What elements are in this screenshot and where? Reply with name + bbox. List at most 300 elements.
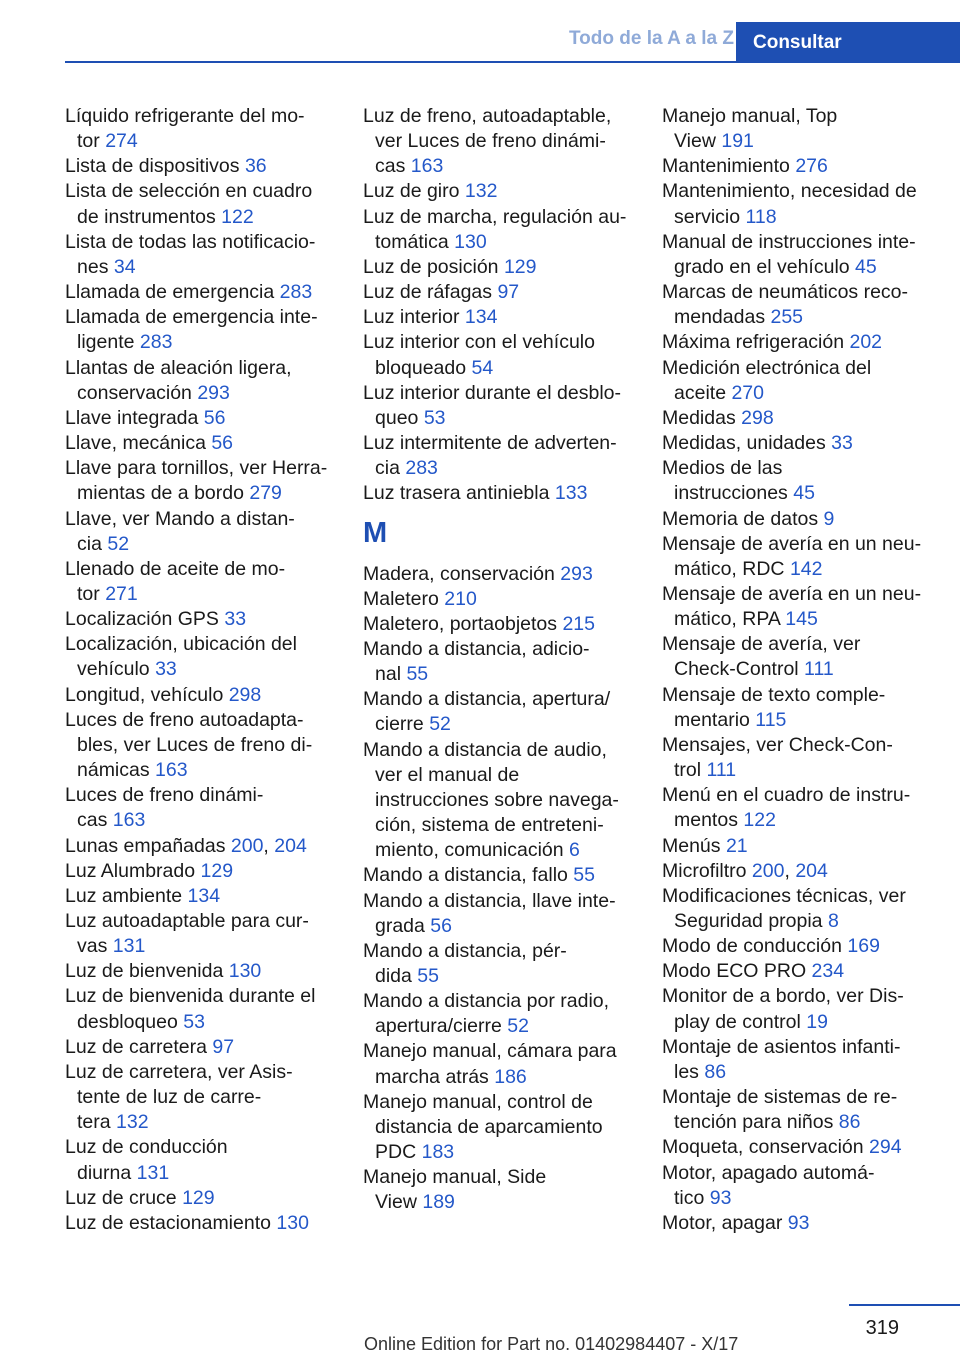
index-entry (662, 356, 942, 406)
index-entry-text: Localización, ubicación del (65, 633, 297, 656)
page-reference-link[interactable]: 133 (554, 482, 588, 505)
index-entry (363, 205, 643, 255)
index-entry (363, 1165, 643, 1215)
page-reference-link[interactable]: 270 (731, 381, 764, 404)
index-entry-text: tor (77, 582, 106, 605)
index-entry-text: Moqueta, conservación (662, 1136, 870, 1159)
index-entry-text: mendadas (674, 306, 771, 329)
index-entry-text: tico (674, 1186, 710, 1209)
index-entry-text: nal (375, 663, 407, 686)
index-entry (65, 507, 345, 557)
index-entry-text: Luz Alumbrado (65, 859, 201, 882)
index-entry-text: grado en el vehículo (674, 255, 856, 278)
index-entry (662, 1035, 942, 1085)
index-entry (662, 230, 942, 280)
page-reference-link[interactable]: 122 (221, 205, 254, 228)
index-entry-text: Manejo manual, control de (363, 1090, 593, 1113)
index-entry-text: Modo de conducción (662, 935, 848, 958)
page-reference-link[interactable]: 255 (770, 306, 804, 329)
chapter-tab: Consultar (736, 22, 960, 63)
index-entry-text: cia (77, 532, 108, 555)
index-entry-text: Llave, ver Mando a distan- (65, 507, 295, 530)
index-entry-text: Mando a distancia por radio, (363, 990, 610, 1013)
index-entry-text: vas (77, 935, 113, 958)
index-entry-text: mentos (674, 809, 744, 832)
index-entry-text: apertura/cierre (375, 1015, 508, 1038)
index-entry (65, 557, 345, 607)
index-entry-text: aceite (674, 381, 732, 404)
index-entry (662, 1135, 942, 1160)
index-entry-text: Luz de carretera (65, 1035, 213, 1058)
page-reference-link[interactable]: 111 (706, 759, 737, 782)
page-reference-link[interactable]: 55 (406, 663, 429, 686)
index-entry-text: conservación (77, 381, 198, 404)
index-entry-text: Líquido refrigerante del mo- (65, 105, 305, 127)
page-reference-link[interactable]: 56 (430, 914, 452, 937)
index-entry (363, 738, 643, 864)
index-entry-text: View (674, 130, 722, 153)
index-entry (65, 959, 345, 984)
index-entry-text: PDC (375, 1141, 422, 1164)
index-entry-text: Mensaje de avería, ver (662, 633, 861, 656)
index-column-1 (65, 104, 345, 1236)
index-entry-text: trol (674, 759, 707, 782)
index-entry (65, 456, 345, 506)
index-entry (363, 431, 643, 481)
index-entry-text: cia (375, 457, 406, 480)
index-entry (65, 1035, 345, 1060)
page-reference-link[interactable]: 130 (276, 1211, 309, 1234)
index-entry (65, 859, 345, 884)
index-entry-text: Máxima refrigeración (662, 331, 850, 354)
index-entry-text: Luces de freno autoadapta- (65, 708, 304, 731)
index-entry (363, 587, 643, 612)
page-reference-link[interactable]: 142 (789, 557, 823, 580)
index-entry (363, 280, 643, 305)
page-reference-link[interactable]: 115 (755, 708, 787, 731)
index-entry-text: Luz de estacionamiento (65, 1211, 277, 1234)
index-entry-text: ción, sistema de entreteni- (375, 814, 604, 837)
index-entry-text: ver el manual de (375, 763, 520, 786)
page-number-rule (849, 1304, 960, 1306)
index-entry (662, 733, 942, 783)
index-entry (65, 1060, 345, 1135)
index-entry-text: Marcas de neumáticos reco- (662, 281, 909, 304)
index-entry (65, 179, 345, 229)
page-reference-link[interactable]: 34 (113, 255, 136, 278)
index-entry-text: Luz de carretera, ver Asis- (65, 1060, 293, 1083)
index-entry-text: Luz interior con el vehículo (363, 331, 595, 354)
page-reference-link[interactable]: 131 (112, 935, 146, 958)
index-entry (65, 607, 345, 632)
page-reference-link[interactable]: 129 (503, 255, 537, 278)
index-entry-text: play de control (674, 1010, 807, 1033)
page-reference-link[interactable]: 33 (155, 658, 177, 681)
index-entry (662, 834, 942, 859)
page-reference-link[interactable]: 204 (274, 834, 307, 857)
page-reference-link[interactable]: 33 (831, 432, 853, 455)
index-entry-text: Luz de giro (363, 180, 465, 203)
index-entry (662, 632, 942, 682)
page-reference-link[interactable]: 130 (228, 960, 262, 983)
index-entry-text: Medidas, unidades (662, 432, 832, 455)
index-entry-text: Mando a distancia, apertura/ (363, 688, 611, 711)
index-entry-text: dida (375, 965, 418, 987)
index-entry-text: Luz de posición (363, 255, 504, 278)
index-entry-text: de instrumentos (77, 205, 222, 228)
page-reference-link[interactable]: 283 (279, 281, 313, 304)
index-entry-text: View (375, 1191, 423, 1214)
index-entry-text: Llave, mecánica (65, 432, 212, 455)
index-entry-text: Lista de dispositivos (65, 155, 245, 178)
index-entry (363, 612, 643, 637)
page-reference-link[interactable]: 293 (560, 562, 593, 585)
index-entry (65, 305, 345, 355)
index-column-2 (363, 104, 643, 1216)
index-entry-text: ver Luces de freno dinámi- (375, 130, 606, 153)
index-entry-text: Menú en el cuadro de instru- (662, 784, 911, 807)
index-entry (363, 687, 643, 737)
page-reference-link[interactable]: 45 (793, 482, 815, 505)
page-reference-link[interactable]: 131 (136, 1161, 170, 1184)
page-reference-link[interactable]: 93 (787, 1211, 810, 1234)
index-entry (662, 783, 942, 833)
page-reference-link[interactable]: 163 (410, 155, 444, 178)
index-entry-text: Manejo manual, Side (363, 1166, 547, 1189)
index-entry-text: Mando a distancia, pér- (363, 939, 567, 962)
index-entry-text: Mantenimiento, necesidad de (662, 180, 917, 203)
page-reference-link[interactable]: 202 (849, 331, 883, 354)
index-entry-text: Luz de cruce (65, 1186, 183, 1209)
index-entry-text: Manual de instrucciones inte- (662, 230, 916, 253)
index-entry-text: tera (77, 1111, 117, 1134)
page-reference-link[interactable]: 234 (811, 960, 845, 983)
page-reference-link[interactable]: 298 (741, 406, 774, 429)
index-entry (65, 783, 345, 833)
index-entry-text: Montaje de sistemas de re- (662, 1086, 898, 1109)
index-entry-text: bloqueado (375, 356, 472, 379)
index-entry (363, 939, 643, 989)
page-reference-link[interactable]: 55 (573, 864, 595, 887)
page-reference-link[interactable]: 54 (471, 356, 494, 379)
index-entry (662, 1085, 942, 1135)
index-entry-text: Luz autoadaptable para cur- (65, 910, 309, 932)
index-entry (65, 1135, 345, 1185)
index-entry (662, 959, 942, 984)
index-entry-text: servicio (674, 205, 746, 228)
index-entry (363, 481, 643, 506)
index-entry (363, 179, 643, 204)
index-entry-text: Luz intermitente de adverten- (363, 432, 617, 455)
page-reference-link[interactable]: 97 (212, 1035, 235, 1058)
index-entry-text: tente de luz de carre- (77, 1086, 262, 1109)
index-entry-text: Luz de freno, autoadaptable, (363, 105, 612, 127)
page-reference-link[interactable]: 52 (107, 532, 130, 555)
edition-footer: Online Edition for Part no. 01402984407 - X/17 (364, 1334, 739, 1354)
index-entry (662, 104, 942, 154)
index-entry-text: miento, comunicación (375, 839, 570, 862)
index-entry-text: Mando a distancia de audio, (363, 738, 607, 761)
index-entry-text: Luz de marcha, regulación au- (363, 205, 627, 228)
index-entry-text: bles, ver Luces de freno di- (77, 733, 313, 756)
index-entry-text: Menús (662, 834, 726, 857)
index-entry-text: Memoria de datos (662, 507, 824, 530)
page-reference-link[interactable]: 215 (562, 612, 595, 635)
page-reference-link[interactable]: 191 (721, 130, 754, 153)
index-entry-text: Mantenimiento (662, 155, 796, 178)
index-entry-text: Maletero, portaobjetos (363, 612, 563, 635)
index-entry-text: tomática (375, 230, 455, 253)
index-entry (363, 637, 643, 687)
page-reference-link[interactable]: 145 (785, 608, 818, 631)
page-reference-link[interactable]: 276 (795, 155, 828, 178)
index-entry (662, 179, 942, 229)
index-entry (662, 934, 942, 959)
index-entry-text: Localización GPS (65, 608, 225, 631)
page-reference-link[interactable]: 283 (405, 457, 438, 480)
index-entry-text: Llamada de emergencia inte- (65, 306, 318, 329)
index-entry (662, 507, 942, 532)
page-reference-link[interactable]: 19 (806, 1010, 828, 1033)
index-entry (65, 632, 345, 682)
index-entry: Microfiltro 200, 204 (662, 859, 828, 882)
index-entry (65, 909, 345, 959)
page-reference-link[interactable]: 200 (230, 834, 264, 857)
index-entry-text: instrucciones (674, 482, 794, 505)
index-entry-text: Madera, conservación (363, 562, 561, 585)
page-number: 319 (865, 1317, 899, 1339)
index-entry-text: Seguridad propia (674, 910, 828, 932)
index-entry (65, 708, 345, 783)
index-entry-text: Check-Control (674, 658, 805, 681)
page-reference-link[interactable]: 298 (228, 683, 262, 706)
index-entry-text: Lista de todas las notificacio- (65, 230, 316, 253)
index-entry-text: cas (77, 809, 113, 832)
index-entry (662, 406, 942, 431)
index-entry-text: Monitor de a bordo, ver Dis- (662, 985, 904, 1008)
index-entry-text: Medios de las (662, 457, 783, 480)
index-entry-text: Mensaje de avería en un neu- (662, 532, 922, 555)
page-reference-link[interactable]: 45 (855, 255, 877, 278)
page-reference-link[interactable]: 56 (203, 406, 226, 429)
page-reference-link[interactable]: 33 (224, 608, 247, 631)
page-reference-link[interactable]: 132 (464, 180, 498, 203)
index-entry-text: mático, RDC (674, 557, 790, 580)
index-entry (662, 330, 942, 355)
page-reference-link[interactable]: 210 (444, 587, 477, 610)
index-entry-text: Luz ambiente (65, 884, 188, 907)
page-reference-link[interactable]: 6 (569, 839, 580, 862)
index-entry-text: Luz interior durante el desblo- (363, 381, 621, 404)
index-entry (65, 683, 345, 708)
page-reference-link[interactable]: 204 (795, 859, 828, 882)
page-reference-link[interactable]: 134 (464, 306, 498, 329)
index-entry-text: diurna (77, 1161, 137, 1184)
index-entry-text: Lunas empañadas (65, 834, 231, 857)
index-entry-text: distancia de aparcamiento (375, 1115, 603, 1138)
index-entry-text: tor (77, 130, 106, 153)
index-entry (363, 889, 643, 939)
index-entry-text: mientas de a bordo (77, 482, 250, 505)
index-entry-text: Llantas de aleación ligera, (65, 356, 292, 379)
page-reference-link[interactable]: 86 (704, 1060, 727, 1083)
index-entry-text: Medición electrónica del (662, 356, 872, 379)
page-reference-link[interactable]: 129 (182, 1186, 215, 1209)
index-entry-text: Luz trasera antiniebla (363, 482, 555, 505)
index-entry-text: Luz de bienvenida (65, 960, 229, 983)
index-entry (662, 456, 942, 506)
index-entry-text: Llamada de emergencia (65, 281, 280, 304)
index-entry (363, 1039, 643, 1089)
index-entry-text: Mensaje de texto comple- (662, 683, 886, 706)
page-reference-link[interactable]: 200 (751, 859, 785, 882)
index-entry-text: Manejo manual, Top (662, 105, 838, 127)
index-entry (662, 154, 942, 179)
index-entry-text: cierre (375, 713, 430, 736)
index-entry (65, 406, 345, 431)
page-reference-link[interactable]: 186 (494, 1065, 527, 1088)
index-entry (662, 984, 942, 1034)
index-entry (363, 381, 643, 431)
index-entry-text: cas (375, 155, 411, 178)
page-reference-link[interactable]: 279 (249, 482, 282, 505)
page-reference-link[interactable]: 93 (709, 1186, 732, 1209)
page-reference-link[interactable]: 163 (112, 809, 146, 832)
index-entry-text: queo (375, 406, 424, 429)
index-entry (65, 280, 345, 305)
index-entry-text: Luces de freno dinámi- (65, 784, 264, 807)
index-entry (65, 984, 345, 1034)
index-entry-text: Modo ECO PRO (662, 960, 812, 983)
index-entry-text: Motor, apagar (662, 1211, 788, 1234)
index-entry-text: Modificaciones técnicas, ver (662, 884, 906, 907)
index-entry-text: Maletero (363, 587, 445, 610)
index-entry-text: Luz de ráfagas (363, 281, 498, 304)
index-entry (363, 330, 643, 380)
index-entry-text: desbloqueo (77, 1010, 184, 1033)
index-entry-text: Luz de conducción (65, 1136, 228, 1159)
page-reference-link[interactable]: 53 (183, 1010, 205, 1033)
index-entry-text: Mando a distancia, llave inte- (363, 889, 616, 912)
index-entry-text: vehículo (77, 658, 156, 681)
index-entry (363, 863, 643, 888)
page-reference-link[interactable]: 122 (743, 809, 776, 832)
index-entry-text: Motor, apagado automá- (662, 1161, 875, 1184)
page-reference-link[interactable]: 129 (200, 859, 234, 882)
index-entry (363, 104, 643, 179)
index-entry-text: tención para niños (674, 1111, 839, 1134)
index-entry-text: Luz interior (363, 306, 465, 329)
index-entry: Lunas empañadas 200, 204 (65, 834, 307, 857)
page-reference-link[interactable]: 271 (105, 582, 138, 605)
index-column-3 (662, 104, 942, 1236)
index-entry (662, 884, 942, 934)
index-entry (363, 305, 643, 330)
index-entry (662, 1161, 942, 1211)
index-entry (363, 1090, 643, 1165)
index-entry-text: les (674, 1060, 705, 1083)
index-entry-text: Llave integrada (65, 406, 204, 429)
page-reference-link[interactable]: 97 (497, 281, 520, 304)
index-entry-text: Mando a distancia, fallo (363, 864, 574, 887)
index-entry-text: Mensajes, ver Check-Con- (662, 733, 893, 756)
page-reference-link[interactable]: 169 (847, 935, 880, 958)
index-entry (65, 1211, 345, 1236)
index-entry-text: Lista de selección en cuadro (65, 180, 313, 203)
index-entry (662, 431, 942, 456)
index-entry-text: Microfiltro (662, 859, 752, 882)
index-entry (65, 104, 345, 154)
page-reference-link[interactable]: 183 (421, 1141, 455, 1164)
index-entry (662, 532, 942, 582)
index-entry-text: mático, RPA (674, 608, 786, 631)
index-entry (65, 356, 345, 406)
index-entry-text: Llenado de aceite de mo- (65, 557, 286, 580)
index-entry (65, 1186, 345, 1211)
index-entry (65, 154, 345, 179)
index-entry (363, 562, 643, 587)
index-entry (363, 989, 643, 1039)
index-entry (65, 431, 345, 456)
page-reference-link[interactable]: 163 (155, 759, 188, 782)
index-entry-text: mentario (674, 708, 756, 731)
index-entry-text: ligente (77, 331, 140, 354)
page-reference-link[interactable]: 294 (869, 1136, 902, 1159)
page-reference-link[interactable]: 56 (211, 432, 234, 455)
section-title: Todo de la A a la Z (568, 28, 734, 49)
page-reference-link[interactable]: 293 (197, 381, 230, 404)
page-reference-link[interactable]: 21 (725, 834, 748, 857)
page-reference-link[interactable]: 53 (423, 406, 446, 429)
page-reference-link[interactable]: 55 (417, 965, 439, 987)
index-entry-text: instrucciones sobre navega- (375, 788, 619, 811)
index-entry (65, 230, 345, 280)
page-reference-link[interactable]: 130 (454, 230, 487, 253)
page-reference-link[interactable]: 9 (823, 507, 835, 530)
index-entry-text: Mensaje de avería en un neu- (662, 582, 922, 605)
index-letter-heading: M (363, 516, 388, 549)
index-entry (65, 884, 345, 909)
index-entry (662, 280, 942, 330)
index-entry-text: Montaje de asientos infanti- (662, 1035, 901, 1058)
index-entry-text: nes (77, 255, 114, 278)
page-reference-link[interactable]: 134 (187, 884, 221, 907)
page-reference-link[interactable]: 36 (244, 155, 267, 178)
page-reference-link[interactable]: 132 (116, 1111, 149, 1134)
index-entry (662, 683, 942, 733)
index-entry (662, 1211, 942, 1236)
page-reference-link[interactable]: 274 (105, 130, 138, 153)
page-reference-link[interactable]: 52 (429, 713, 451, 736)
index-entry-text: Mando a distancia, adicio- (363, 637, 590, 660)
page-reference-link[interactable]: 283 (139, 331, 173, 354)
index-entry-text: marcha atrás (375, 1065, 495, 1088)
index-entry-text: grada (375, 914, 431, 937)
page-reference-link[interactable]: 189 (422, 1191, 455, 1214)
index-entry-text: Luz de bienvenida durante el (65, 985, 316, 1008)
page-reference-link[interactable]: 118 (745, 205, 777, 228)
page-reference-link[interactable]: 8 (827, 910, 839, 932)
index-entry (363, 255, 643, 280)
index-entry-text: Manejo manual, cámara para (363, 1040, 617, 1063)
index-entry-text: námicas (77, 759, 156, 782)
page-reference-link[interactable]: 52 (507, 1015, 529, 1038)
index-entry (662, 582, 942, 632)
index-entry-text: Longitud, vehículo (65, 683, 229, 706)
page-reference-link[interactable]: 111 (804, 658, 834, 681)
index-entry-text: Medidas (662, 406, 742, 429)
page-reference-link[interactable]: 86 (838, 1111, 861, 1134)
